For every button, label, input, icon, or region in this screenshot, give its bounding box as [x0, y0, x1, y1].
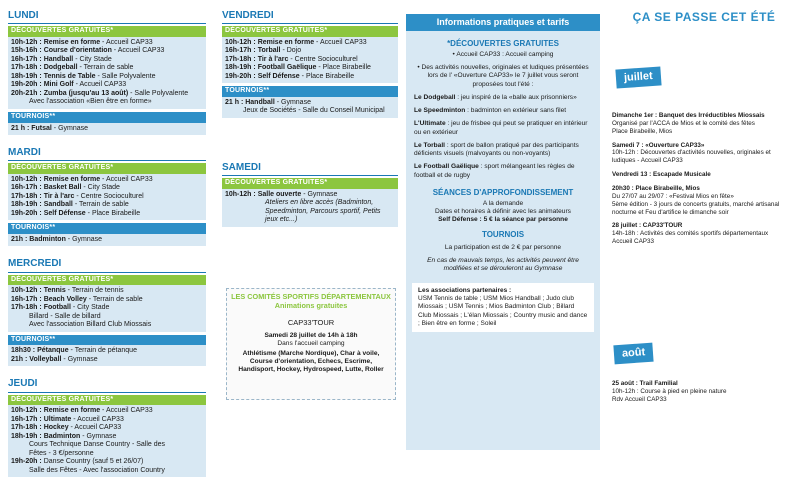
activity-line: 17h-18h : Tir à l'arc - Centre Socioculturel	[11, 192, 144, 200]
info-header: Informations pratiques et tarifs	[406, 14, 600, 31]
column-right	[608, 10, 800, 450]
event-head: Samedi 7 : «Ouverture CAP33»	[612, 141, 705, 149]
event-line: nocturne et Feu d'artifice le dimanche soir	[612, 208, 729, 216]
comite-box	[226, 288, 396, 400]
event-line: ludiques - Accueil CAP33	[612, 157, 683, 165]
activity-line: 18h-19h : Football Gaëlique - Place Birabeille	[225, 64, 371, 72]
day-vendredi	[222, 10, 398, 118]
event-line: Place Birabeille, Mios	[612, 127, 673, 135]
section-label-tournois: TOURNOIS**	[8, 112, 206, 123]
event-line: Organisé par l'ACCA de Mios et le comité des fêtes	[612, 119, 755, 127]
activity-line: 18h-19h : Badminton - Gymnase	[11, 432, 117, 440]
juillet-events	[612, 112, 798, 252]
activity-line: 10h-12h : Remise en forme - Accueil CAP33	[11, 38, 153, 46]
column-left	[8, 10, 206, 480]
section-label-decouvertes: DÉCOUVERTES GRATUITES*	[8, 275, 206, 286]
event	[612, 142, 798, 166]
day-samedi	[222, 162, 398, 227]
activity-line: 10h-12h : Remise en forme - Accueil CAP33	[11, 407, 153, 415]
column-middle	[222, 10, 398, 230]
activity-line: 10h-12h : Tennis - Terrain de tennis	[11, 287, 124, 295]
activity-line: 17h-18h : Tir à l'arc - Centre Socioculturel	[225, 55, 358, 63]
section-label-tournois: TOURNOIS**	[8, 223, 206, 234]
day-jeudi	[8, 378, 206, 477]
activity-line: Salle des Fêtes - Avec l'association Country	[29, 466, 165, 474]
activity-line: 19h-20h : Danse Country (sauf 5 et 26/07)	[11, 458, 144, 466]
event-head: 25 août : Trail Familial	[612, 380, 678, 387]
activity-line: Avec l'association «Bien être en forme»	[29, 98, 152, 106]
activity-line: 10h-12h : Remise en forme - Accueil CAP33	[225, 38, 367, 46]
tournament-line: 21 h : Futsal - Gymnase	[11, 124, 89, 132]
activity-list	[8, 285, 206, 332]
activity-line: 19h-20h : Self Défense - Place Birabeille	[11, 209, 141, 217]
day-mercredi	[8, 258, 206, 366]
event-head: Vendredi 13 : Escapade Musicale	[612, 171, 711, 179]
activity-line: 10h-12h : Salle ouverte - Gymnase	[225, 190, 338, 198]
activity-line: 19h-20h : Mini Golf - Accueil CAP33	[11, 81, 127, 89]
info-intro: • Des activités nouvelles, originales et ludiques présentées lors de l' «Ouverture CAP33» le 7 juillet vous seront proposées tout l'été :	[417, 64, 589, 88]
activity-line: Avec l'association Billard Club Miossais	[29, 321, 152, 329]
activity-list	[222, 189, 398, 227]
partners-box	[412, 283, 594, 332]
day-mardi	[8, 147, 206, 246]
tournament-list	[222, 97, 398, 118]
info-seances-title: SÉANCES D'APPROFONDISSEMENT	[432, 187, 574, 197]
activity-line: 16h-17h : Handball - City Stade	[11, 55, 112, 63]
day-title: SAMEDI	[222, 162, 398, 176]
event	[612, 380, 798, 404]
event-line: Du 27/07 au 29/07 : «Festival Mios en fête»	[612, 192, 734, 200]
info-activity-desc: Le Speedminton : badminton en extérieur sans filet	[414, 107, 567, 115]
section-label-decouvertes: DÉCOUVERTES GRATUITES*	[222, 26, 398, 37]
activity-line: 15h-16h : Course d'orientation - Accueil CAP33	[11, 47, 165, 55]
event	[612, 171, 798, 179]
partners-title: Les associations partenaires :	[418, 287, 512, 295]
activity-line: Cours Technique Danse Country - Salle des	[29, 441, 166, 449]
partners-text: USM Tennis de table ; USM Mios Handball ; Judo club Miossais ; USM Tennis ; Mios Badminton Club ; Billard Club Miossais ; L'élan Miossais ; Country music and dance ; Bien être en forme ; Soleil	[418, 295, 588, 327]
day-title: MERCREDI	[8, 258, 206, 272]
activity-line: 18h-19h : Tennis de Table - Salle Polyvalente	[11, 72, 156, 80]
activity-line: 17h-18h : Hockey - Accueil CAP33	[11, 424, 122, 432]
tournament-line: 21h : Badminton - Gymnase	[11, 235, 103, 243]
day-title: VENDREDI	[222, 10, 398, 24]
activity-line: Fêtes - 3 €/personne	[29, 449, 94, 457]
section-label-decouvertes: DÉCOUVERTES GRATUITES*	[222, 178, 398, 189]
month-tag-aout: août	[613, 343, 653, 365]
tournament-list	[8, 123, 206, 136]
activity-line: Billard - Salle de billard	[29, 312, 101, 320]
activity-line: 18h-19h : Sandball - Terrain de sable	[11, 201, 129, 209]
tournament-list	[8, 234, 206, 247]
comite-subheading: Animations gratuites	[274, 300, 348, 310]
info-panel	[406, 14, 600, 450]
event-line: 10h-12h : Découvertes d'activités nouvelles, originales et	[612, 149, 771, 157]
event-head: Dimanche 1er : Banquet des Irréductibles Miossais	[612, 112, 765, 119]
comite-place: Dans l'accueil camping	[277, 339, 345, 347]
info-decouvertes-title: *DÉCOUVERTES GRATUITES	[447, 38, 559, 48]
event	[612, 112, 798, 136]
activity-line: 16h-17h : Beach Volley - Terrain de sable	[11, 295, 143, 303]
info-decouvertes-sub: • Accueil CAP33 : Accueil camping	[452, 50, 554, 58]
activity-line: 10h-12h : Remise en forme - Accueil CAP33	[11, 175, 153, 183]
activity-list	[8, 174, 206, 221]
info-tournois-title: TOURNOIS	[481, 230, 525, 240]
tournament-line: 21h : Volleyball - Gymnase	[11, 355, 98, 363]
seances-line: Dates et horaires à définir avec les animateurs	[435, 208, 571, 216]
day-title: MARDI	[8, 147, 206, 161]
activity-line: 19h-20h : Self Défense - Place Birabeille	[225, 72, 355, 80]
month-tag-juillet: juillet	[615, 66, 661, 88]
event-line: Accueil CAP33	[612, 238, 654, 246]
seances-line: A la demande	[482, 199, 524, 207]
tournament-line: 18h30 : Pétanque - Terrain de pétanque	[11, 347, 137, 355]
day-title: LUNDI	[8, 10, 206, 24]
activity-line: 16h-17h : Torball - Dojo	[225, 47, 302, 55]
comite-heading: LES COMITÉS SPORTIFS DÉPARTEMENTAUX	[231, 292, 391, 301]
section-label-decouvertes: DÉCOUVERTES GRATUITES*	[8, 395, 206, 406]
info-tournois-text: La participation est de 2 € par personne	[444, 244, 562, 252]
tournament-line: 21 h : Handball - Gymnase	[225, 98, 311, 106]
section-label-tournois: TOURNOIS**	[8, 335, 206, 346]
info-weather-note: En cas de mauvais temps, les activités peuvent être modifiées et se dérouleront au Gymnase	[427, 256, 579, 272]
event-line: Rdv Accueil CAP33	[612, 395, 667, 403]
section-label-tournois: TOURNOIS**	[222, 86, 398, 97]
tournament-list	[8, 345, 206, 366]
seances-line: Self Défense : 5 € la séance par personne	[438, 216, 568, 224]
info-activity-desc: Le Football Gaëlique : sport mélangeant les règles de football et de rugby	[414, 163, 575, 179]
info-activity-desc: Le Dodgeball : jeu inspiré de la «balle aux prisonniers»	[414, 93, 577, 101]
comite-list: Athlétisme (Marche Nordique), Char à voile, Course d'orientation, Echecs, Escrime, Handisport, Hockey, Hydrospeed, Lutte, Roller	[238, 349, 384, 374]
day-lundi	[8, 10, 206, 135]
aout-events	[612, 380, 798, 410]
tournament-line: Jeux de Sociétés - Salle du Conseil Municipal	[243, 107, 385, 115]
activity-line: 20h-21h : Zumba (jusqu'au 13 août) - Salle Polyvalente	[11, 89, 189, 97]
comite-tour: CAP33'TOUR	[287, 317, 335, 327]
samedi-note: Ateliers en libre accès (Badminton, Speedminton, Parcours sportif, Petits jeux etc...)	[265, 199, 381, 224]
activity-list	[222, 37, 398, 84]
activity-line: 17h-18h : Dodgeball - Terrain de sable	[11, 64, 134, 72]
event-line: 5ème édition - 3 jours de concerts gratuits, marché artisanal	[612, 200, 780, 208]
comite-date: Samedi 28 juillet de 14h à 18h	[264, 331, 358, 339]
event	[612, 222, 798, 246]
activity-list	[8, 405, 206, 477]
event	[612, 185, 798, 216]
activity-line: 16h-17h : Ultimate - Accueil CAP33	[11, 415, 124, 423]
info-activity-desc: L'Ultimate : jeu de frisbee qui peut se pratiquer en intérieur ou en extérieur	[414, 120, 588, 136]
activity-line: 17h-18h : Football - City Stade	[11, 304, 110, 312]
info-activity-desc: Le Torball : sport de ballon pratiqué par des participants déficients visuels (malvoyants ou non-voyants)	[414, 141, 579, 158]
event-line: 14h-18h : Activités des comités sportifs départementaux	[612, 230, 769, 238]
day-title: JEUDI	[8, 378, 206, 392]
section-label-decouvertes: DÉCOUVERTES GRATUITES*	[8, 26, 206, 37]
activity-list	[8, 37, 206, 109]
event-head: 20h30 : Place Birabeille, Mios	[612, 185, 700, 193]
event-head: 28 juillet : CAP33'TOUR	[612, 222, 683, 230]
section-label-decouvertes: DÉCOUVERTES GRATUITES*	[8, 163, 206, 174]
page-title: ÇA SE PASSE CET ÉTÉ	[632, 10, 776, 24]
event-line: 10h-12h : Course à pied en pleine nature	[612, 387, 727, 395]
activity-line: 16h-17h : Basket Ball - City Stade	[11, 184, 120, 192]
